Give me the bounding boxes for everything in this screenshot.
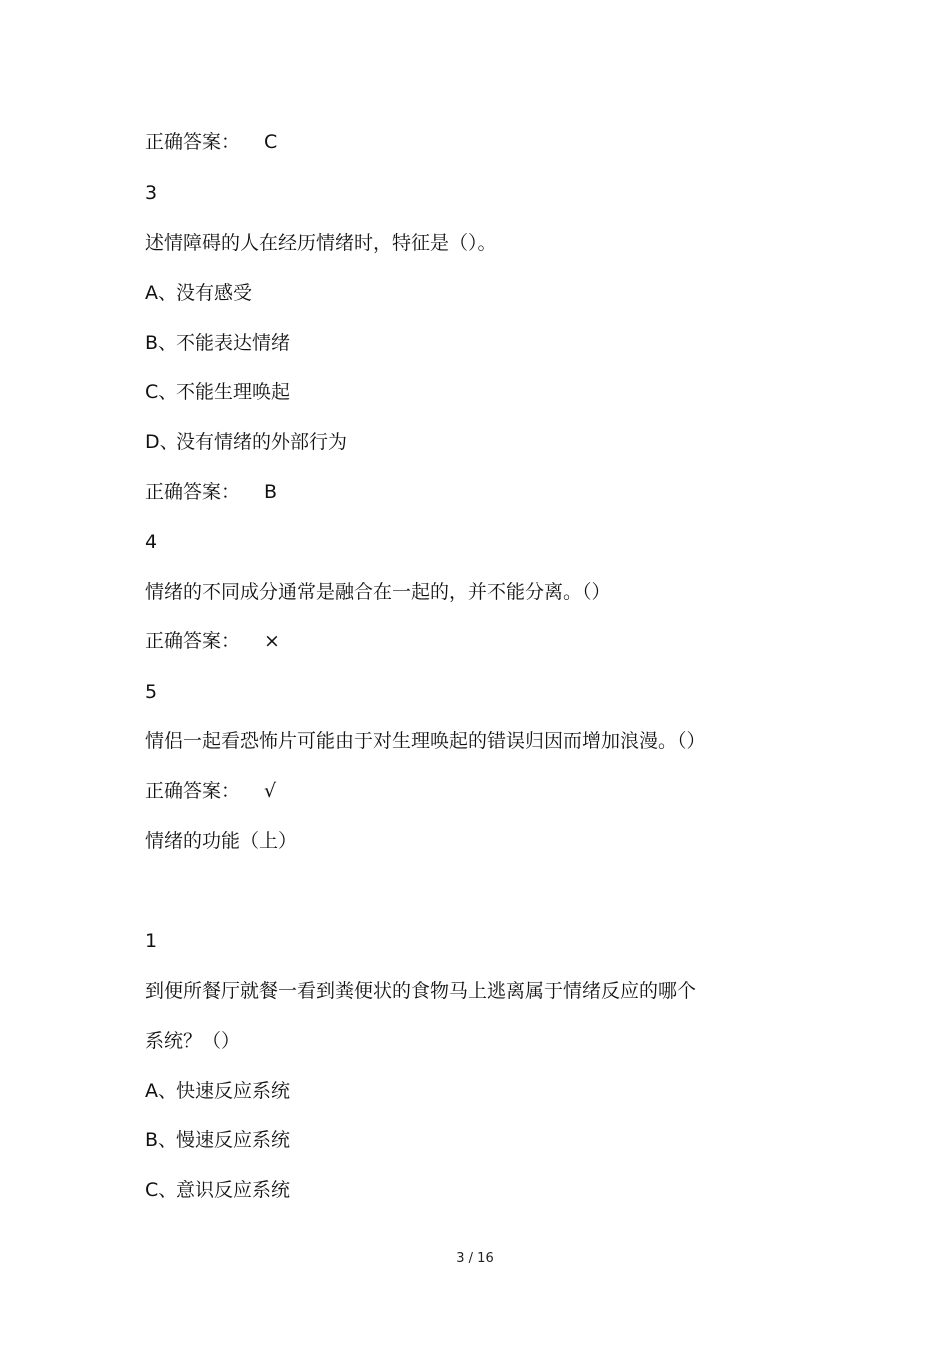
answer-label: 正确答案：: [145, 131, 241, 153]
question-number: 5: [145, 681, 158, 703]
option-text: 慢速反应系统: [176, 1129, 291, 1151]
option-c: [145, 380, 290, 404]
option-letter: A、: [145, 1080, 177, 1102]
answer-label: 正确答案：: [145, 630, 241, 652]
option-text: 意识反应系统: [176, 1179, 291, 1201]
answer-label: 正确答案：: [145, 780, 241, 802]
question-text: 到便所餐厅就餐一看到粪便状的食物马上逃离属于情绪反应的哪个: [145, 980, 697, 1002]
option-c: [145, 1178, 290, 1202]
question-number: 4: [145, 531, 158, 553]
option-b: [145, 331, 290, 355]
option-a: [145, 1079, 290, 1103]
answer-line: [145, 480, 277, 504]
answer-label: 正确答案：: [145, 481, 241, 503]
answer-value: C: [264, 131, 278, 153]
option-a: [145, 281, 252, 305]
option-letter: B、: [145, 1129, 178, 1151]
option-text: 不能生理唤起: [176, 381, 291, 403]
question-text: 述情障碍的人在经历情绪时，特征是（）。: [145, 232, 497, 254]
answer-line: [145, 130, 277, 154]
option-text: 快速反应系统: [176, 1080, 291, 1102]
question-text-continued: 系统？（）: [145, 1030, 241, 1052]
question-number: 1: [145, 930, 158, 952]
question-text: 情绪的不同成分通常是融合在一起的，并不能分离。（）: [145, 581, 611, 603]
option-text: 没有感受: [176, 282, 253, 304]
question-number: 3: [145, 182, 158, 204]
option-d: [145, 430, 347, 454]
option-letter: C、: [145, 381, 178, 403]
option-letter: D、: [145, 431, 179, 453]
option-text: 不能表达情绪: [176, 332, 291, 354]
option-text: 没有情绪的外部行为: [176, 431, 348, 453]
answer-line: [145, 629, 280, 653]
answer-value: √: [264, 780, 277, 802]
section-title: 情绪的功能（上）: [145, 830, 298, 852]
question-text: 情侣一起看恐怖片可能由于对生理唤起的错误归因而增加浪漫。（）: [145, 730, 706, 752]
option-letter: B、: [145, 332, 178, 354]
page-indicator: 3 / 16: [456, 1251, 494, 1266]
answer-line: [145, 779, 276, 803]
option-b: [145, 1128, 290, 1152]
option-letter: A、: [145, 282, 177, 304]
answer-value: ×: [264, 630, 280, 652]
option-letter: C、: [145, 1179, 178, 1201]
answer-value: B: [264, 481, 278, 503]
